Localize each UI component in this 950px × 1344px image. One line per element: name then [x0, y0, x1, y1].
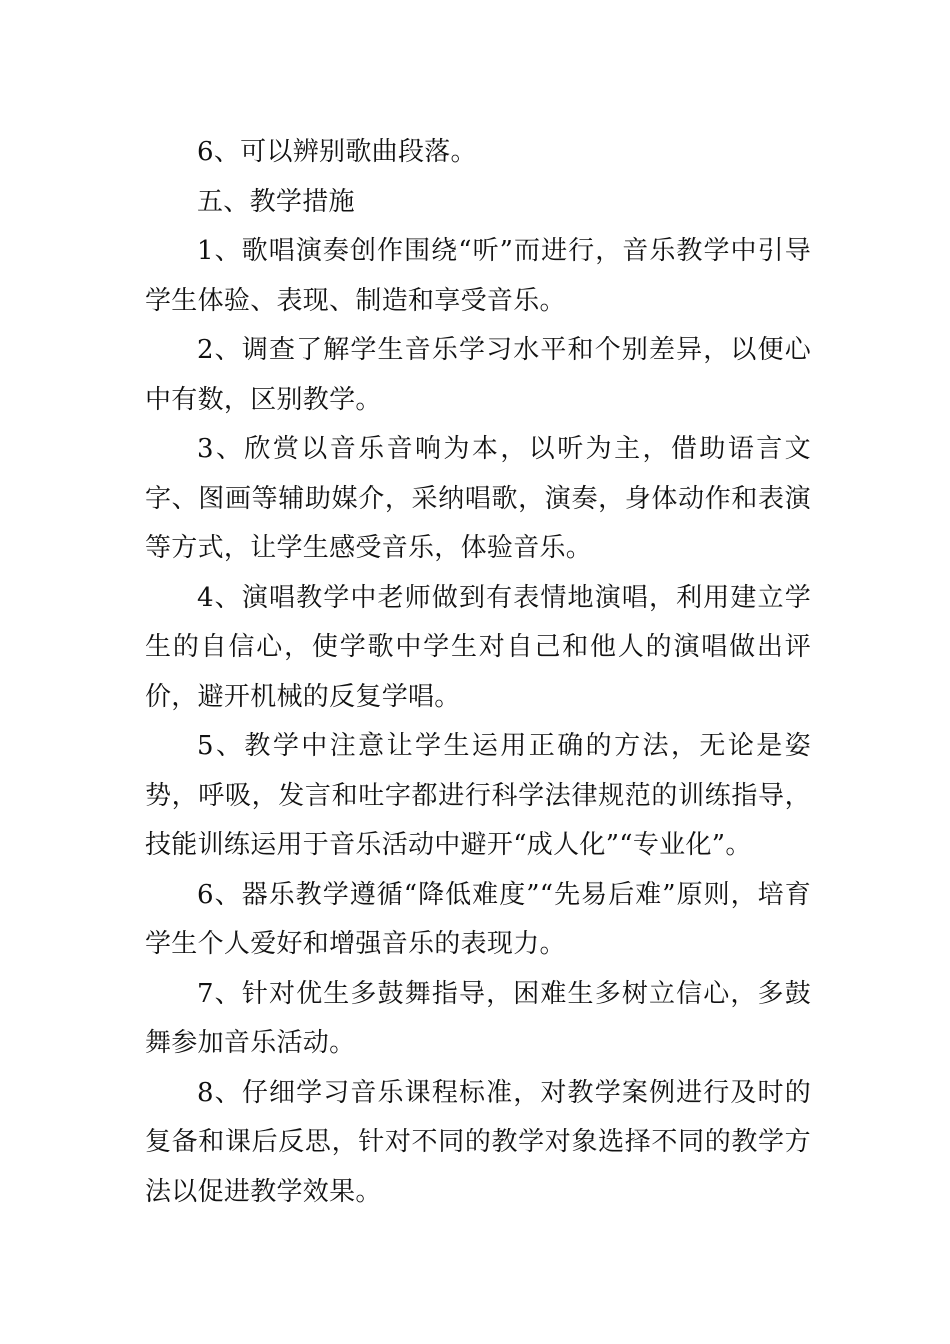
paragraph-item-6: 6、可以辨别歌曲段落。: [197, 137, 477, 167]
paragraph-measure-6: 6、器乐教学遵循“降低难度”“先易后难”原则，培育学生个人爱好和增强音乐的表现力。: [145, 879, 811, 959]
paragraph-measure-7: 7、针对优生多鼓舞指导，困难生多树立信心，多鼓舞参加音乐活动。: [145, 978, 811, 1058]
paragraph-measure-2: 2、调查了解学生音乐学习水平和个别差异，以便心中有数，区别教学。: [145, 335, 811, 415]
paragraph-measure-1: 1、歌唱演奏创作围绕“听”而进行，音乐教学中引导学生体验、表现、制造和享受音乐。: [145, 236, 811, 316]
paragraph-measure-8: 8、仔细学习音乐课程标准，对教学案例进行及时的复备和课后反思，针对不同的教学对象选择不同的教学方法以促进教学效果。: [145, 1077, 811, 1207]
paragraph-measure-4: 4、演唱教学中老师做到有表情地演唱，利用建立学生的自信心，使学歌中学生对自己和他人的演唱做出评价，避开机械的反复学唱。: [145, 582, 811, 712]
paragraph-measure-5: 5、教学中注意让学生运用正确的方法，无论是姿势，呼吸，发言和吐字都进行科学法律规范的训练指导，技能训练运用于音乐活动中避开“成人化”“专业化”。: [145, 731, 811, 860]
document-body: [145, 128, 811, 1217]
section-heading-teaching-measures: 五、教学措施: [197, 186, 355, 217]
paragraph-measure-3: 3、欣赏以音乐音响为本，以听为主，借助语言文字、图画等辅助媒介，采纳唱歌，演奏，身体动作和表演等方式，让学生感受音乐，体验音乐。: [145, 434, 811, 563]
